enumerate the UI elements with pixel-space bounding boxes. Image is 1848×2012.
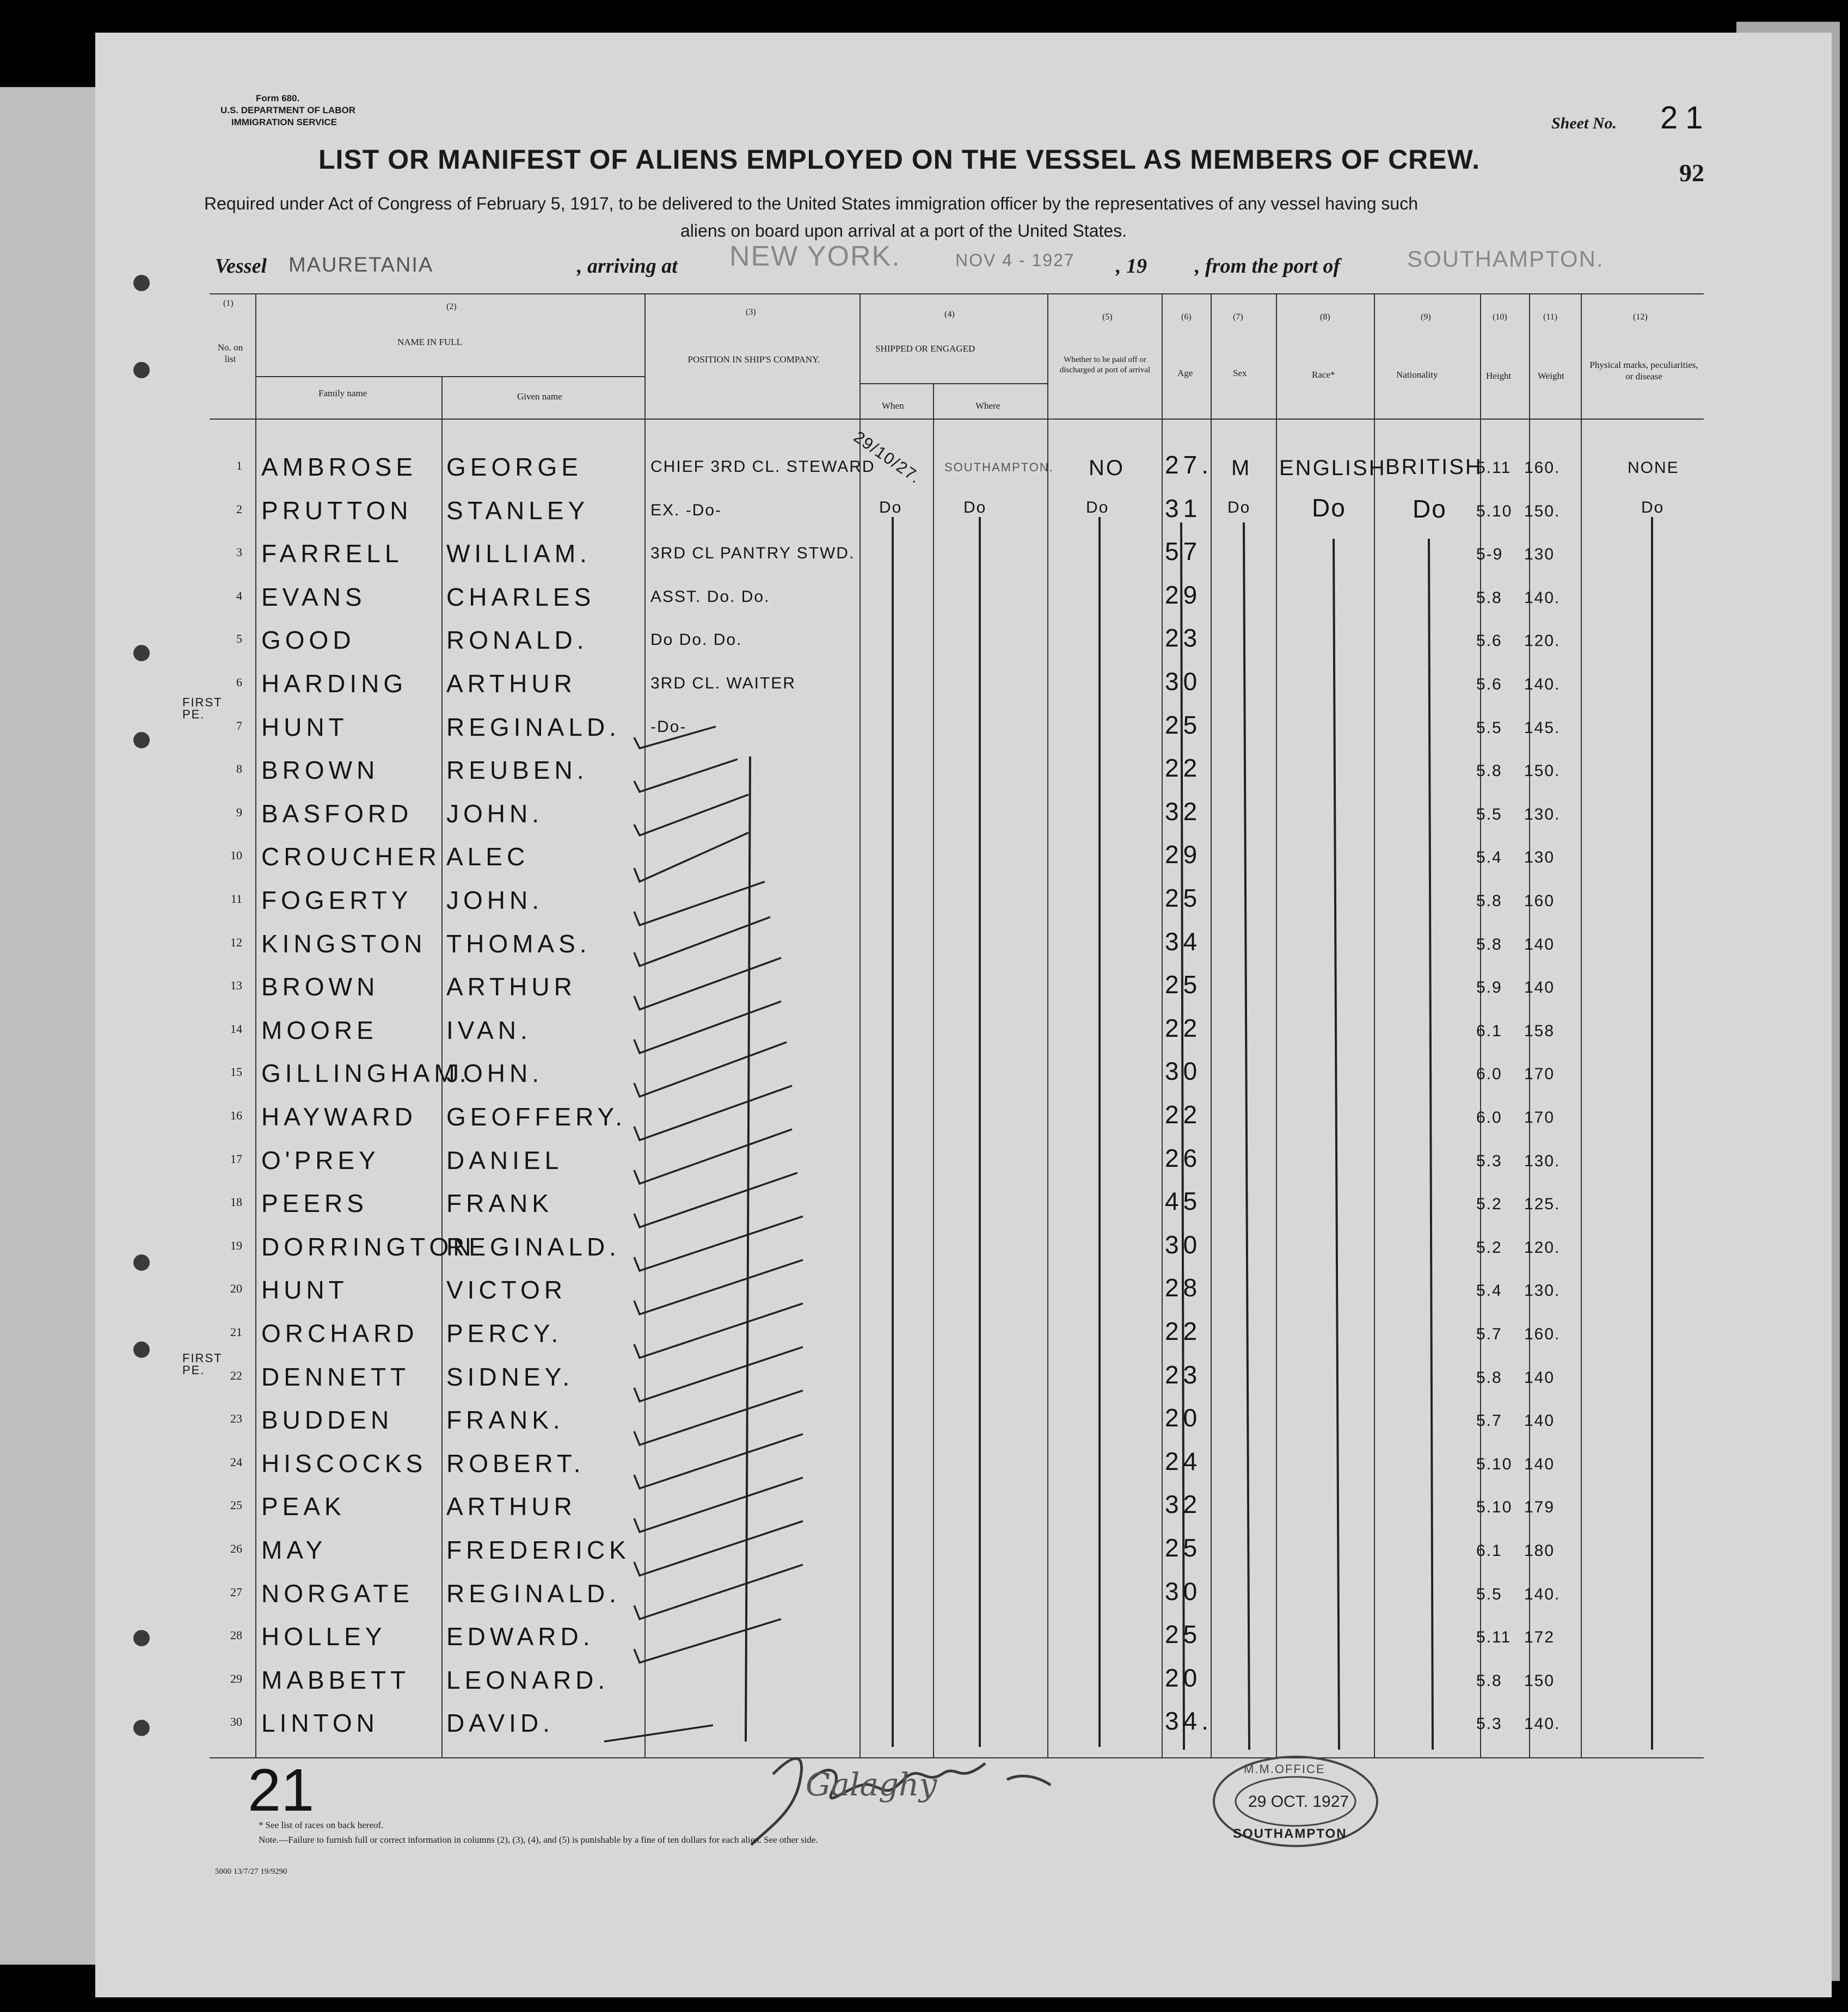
height: 6.1 xyxy=(1476,1022,1502,1040)
given-name: ARTHUR xyxy=(446,973,576,1001)
form-title: LIST OR MANIFEST OF ALIENS EMPLOYED ON THE VESSEL AS MEMBERS OF CREW. xyxy=(318,144,1480,175)
row-number: 7 xyxy=(236,718,242,733)
row-number: 26 xyxy=(230,1542,242,1555)
given-name: REUBEN. xyxy=(446,756,588,785)
year-label: , 19 xyxy=(1116,255,1147,278)
position: EX. -Do- xyxy=(650,501,722,519)
family-name: PRUTTON xyxy=(261,496,413,525)
weight: 140 xyxy=(1524,979,1555,997)
height: 6.0 xyxy=(1476,1065,1502,1084)
weight: 140. xyxy=(1524,1585,1561,1603)
stamp-date: 29 OCT. 1927 xyxy=(1248,1793,1349,1811)
weight: 140. xyxy=(1524,675,1561,693)
position: 3RD CL PANTRY STWD. xyxy=(650,544,855,563)
weight: 130 xyxy=(1524,848,1555,867)
age: 25 xyxy=(1165,710,1202,739)
row-number: 18 xyxy=(230,1195,242,1209)
age: 25 xyxy=(1165,1620,1202,1649)
height: 5.8 xyxy=(1476,762,1502,780)
given-name: RONALD. xyxy=(446,626,588,655)
page-number: 92 xyxy=(1679,159,1704,187)
given-name: JOHN. xyxy=(446,1059,543,1088)
position: 3RD CL. WAITER xyxy=(650,674,796,692)
family-name: NORGATE xyxy=(261,1579,414,1608)
row-number: 11 xyxy=(230,892,242,906)
header-race: Race* xyxy=(1312,370,1335,380)
row-number: 6 xyxy=(236,675,242,689)
department: U.S. DEPARTMENT OF LABOR xyxy=(220,105,356,115)
height: 5.3 xyxy=(1476,1715,1502,1733)
weight: 172 xyxy=(1524,1628,1555,1647)
given-name: GEOFFERY. xyxy=(446,1103,627,1131)
height: 5.6 xyxy=(1476,632,1502,650)
weight: 140 xyxy=(1524,1455,1555,1473)
row-number: 24 xyxy=(230,1455,242,1469)
weight: 158 xyxy=(1524,1022,1555,1040)
height: 5.8 xyxy=(1476,935,1502,953)
age: 22 xyxy=(1165,1100,1202,1129)
row-number: 27 xyxy=(230,1585,242,1599)
given-name: ALEC xyxy=(446,842,530,871)
given-name: THOMAS. xyxy=(446,929,591,958)
family-name: PEAK xyxy=(261,1492,346,1521)
family-name: HARDING xyxy=(261,669,408,698)
shipped-when: 29/10/27. xyxy=(850,428,925,488)
given-name: PERCY. xyxy=(446,1319,563,1348)
family-name: AMBROSE xyxy=(261,453,418,481)
given-name: SIDNEY. xyxy=(446,1362,574,1391)
age: 22 xyxy=(1165,754,1202,783)
family-name: BROWN xyxy=(261,973,379,1001)
family-name: PEERS xyxy=(261,1189,368,1218)
family-name: CROUCHER xyxy=(261,842,441,871)
height: 5.11 xyxy=(1476,459,1512,477)
position: -Do- xyxy=(650,717,687,736)
family-name: O'PREY xyxy=(261,1146,380,1174)
signature: Galaghy xyxy=(806,1766,937,1803)
header-paid-off: Whether to be paid off or discharged at port of arrival xyxy=(1059,355,1151,374)
row-number: 28 xyxy=(230,1628,242,1642)
height: 5.7 xyxy=(1476,1325,1502,1343)
col-num-11: (11) xyxy=(1543,312,1558,322)
weight: 125. xyxy=(1524,1195,1561,1214)
family-name: MABBETT xyxy=(261,1665,410,1694)
weight: 140. xyxy=(1524,1715,1561,1733)
header-where: Where xyxy=(975,401,1000,411)
stamp-bottom: SOUTHAMPTON xyxy=(1233,1826,1347,1841)
ditto-nationality: Do xyxy=(1413,495,1447,523)
vessel-name: MAURETANIA xyxy=(288,254,434,276)
height: 5.9 xyxy=(1476,979,1502,997)
weight: 120. xyxy=(1524,632,1561,650)
height: 5.8 xyxy=(1476,588,1502,607)
row-number: 19 xyxy=(230,1238,242,1252)
age: 25 xyxy=(1165,884,1202,912)
given-name: DANIEL xyxy=(446,1146,563,1174)
row-number: 20 xyxy=(230,1282,242,1296)
weight: 145. xyxy=(1524,718,1561,737)
height: 5.4 xyxy=(1476,848,1502,867)
arrival-port: NEW YORK. xyxy=(729,241,901,272)
arriving-label: , arriving at xyxy=(577,255,678,278)
family-name: BASFORD xyxy=(261,799,413,828)
paid-off-answer: NO xyxy=(1089,456,1125,480)
given-name: LEONARD. xyxy=(446,1665,610,1694)
given-name: JOHN. xyxy=(446,799,543,828)
family-name: ORCHARD xyxy=(261,1319,419,1348)
sheet-number: 21 xyxy=(1660,100,1711,136)
family-name: LINTON xyxy=(261,1709,379,1738)
header-height: Height xyxy=(1486,371,1512,381)
age: 34. xyxy=(1165,1707,1213,1736)
physical-answer: NONE xyxy=(1628,459,1679,477)
departure-port: SOUTHAMPTON. xyxy=(1407,246,1604,272)
age: 25 xyxy=(1165,970,1202,999)
position: CHIEF 3RD CL. STEWARD xyxy=(650,458,875,476)
family-name: MOORE xyxy=(261,1016,378,1044)
height: 5.10 xyxy=(1476,1455,1513,1473)
height: 5.10 xyxy=(1476,502,1513,520)
given-name: GEORGE xyxy=(446,453,582,481)
height: 5.5 xyxy=(1476,805,1502,823)
height: 5.4 xyxy=(1476,1282,1502,1300)
given-name: REGINALD. xyxy=(446,1579,621,1608)
race-answer: ENGLISH xyxy=(1279,456,1386,480)
given-name: FRANK. xyxy=(446,1406,564,1435)
header-when: When xyxy=(882,401,904,411)
weight: 150 xyxy=(1524,1671,1555,1690)
footnote-races: * See list of races on back hereof. xyxy=(259,1820,384,1830)
age: 30 xyxy=(1165,667,1202,696)
col-num-1: (1) xyxy=(223,299,234,308)
height: 5.2 xyxy=(1476,1195,1502,1214)
height: 5.8 xyxy=(1476,892,1502,910)
age: 25 xyxy=(1165,1534,1202,1562)
sex-answer: M xyxy=(1231,456,1251,480)
row-number: 14 xyxy=(230,1022,242,1036)
col-num-8: (8) xyxy=(1320,312,1330,322)
row-number: 8 xyxy=(236,762,242,776)
age: 26 xyxy=(1165,1143,1202,1172)
height: 5.2 xyxy=(1476,1238,1502,1257)
weight: 140 xyxy=(1524,1368,1555,1387)
row-number: 23 xyxy=(230,1412,242,1426)
age: 24 xyxy=(1165,1447,1202,1475)
weight: 130 xyxy=(1524,545,1555,564)
handwritten-total: 21 xyxy=(248,1757,315,1824)
given-name: FRANK xyxy=(446,1189,553,1218)
weight: 120. xyxy=(1524,1238,1561,1257)
vessel-label: Vessel xyxy=(215,255,267,278)
margin-note-first-pe-2: FIRST PE. xyxy=(182,1351,223,1377)
row-number: 4 xyxy=(236,588,242,602)
family-name: BUDDEN xyxy=(261,1406,394,1435)
weight: 180 xyxy=(1524,1542,1555,1560)
age: 30 xyxy=(1165,1577,1202,1605)
ditto-where: Do xyxy=(963,499,987,516)
age: 27. xyxy=(1165,451,1213,479)
weight: 160 xyxy=(1524,892,1555,910)
position: Do Do. Do. xyxy=(650,631,742,649)
header-shipped: SHIPPED OR ENGAGED xyxy=(875,343,975,354)
height: 5.8 xyxy=(1476,1671,1502,1690)
family-name: HUNT xyxy=(261,1276,348,1305)
weight: 130. xyxy=(1524,1152,1561,1170)
header-position: POSITION IN SHIP'S COMPANY. xyxy=(687,354,820,365)
family-name: DENNETT xyxy=(261,1362,410,1391)
weight: 160. xyxy=(1524,1325,1561,1343)
given-name: REGINALD. xyxy=(446,1232,621,1261)
given-name: ROBERT. xyxy=(446,1449,585,1478)
age: 20 xyxy=(1165,1663,1202,1692)
family-name: HOLLEY xyxy=(261,1622,386,1651)
given-name: FREDERICK xyxy=(446,1536,630,1564)
position: ASST. Do. Do. xyxy=(650,587,770,606)
from-port-label: , from the port of xyxy=(1195,255,1341,278)
height: 5.7 xyxy=(1476,1412,1502,1430)
age: 45 xyxy=(1165,1187,1202,1216)
weight: 140 xyxy=(1524,935,1555,953)
given-name: CHARLES xyxy=(446,582,595,611)
age: 32 xyxy=(1165,797,1202,826)
row-number: 3 xyxy=(236,545,242,559)
age: 20 xyxy=(1165,1404,1202,1432)
family-name: KINGSTON xyxy=(261,929,427,958)
col-num-9: (9) xyxy=(1421,312,1431,322)
header-family-name: Family name xyxy=(318,388,367,398)
ditto-sex: Do xyxy=(1227,499,1251,516)
height: 5.3 xyxy=(1476,1152,1502,1170)
age: 28 xyxy=(1165,1273,1202,1302)
given-name: ARTHUR xyxy=(446,669,576,698)
given-name: WILLIAM. xyxy=(446,539,591,568)
row-number: 25 xyxy=(230,1498,242,1512)
row-number: 13 xyxy=(230,979,242,993)
row-number: 17 xyxy=(230,1152,242,1166)
height: 6.1 xyxy=(1476,1542,1502,1560)
height: 5.11 xyxy=(1476,1628,1512,1647)
ditto-physical: Do xyxy=(1641,499,1665,516)
weight: 179 xyxy=(1524,1498,1555,1517)
margin-note-first-pe-1: FIRST PE. xyxy=(182,696,223,721)
row-number: 15 xyxy=(230,1065,242,1079)
height: 6.0 xyxy=(1476,1109,1502,1127)
given-name: VICTOR xyxy=(446,1276,567,1305)
given-name: DAVID. xyxy=(446,1709,554,1738)
arrival-date: NOV 4 - 1927 xyxy=(955,250,1075,270)
row-number: 21 xyxy=(230,1325,242,1339)
weight: 140. xyxy=(1524,588,1561,607)
age: 32 xyxy=(1165,1490,1202,1519)
weight: 130. xyxy=(1524,805,1561,823)
family-name: HISCOCKS xyxy=(261,1449,427,1478)
stamp-top: M.M.OFFICE xyxy=(1244,1762,1325,1776)
header-name-in-full: NAME IN FULL xyxy=(397,337,462,347)
row-number: 1 xyxy=(236,459,242,472)
weight: 140 xyxy=(1524,1412,1555,1430)
weight: 170 xyxy=(1524,1065,1555,1084)
family-name: HAYWARD xyxy=(261,1103,417,1131)
given-name: JOHN. xyxy=(446,886,543,914)
age: 34 xyxy=(1165,927,1202,956)
row-number: 16 xyxy=(230,1109,242,1122)
weight: 160. xyxy=(1524,459,1561,477)
family-name: GILLINGHAM. xyxy=(261,1059,471,1088)
sheet-label: Sheet No. xyxy=(1551,114,1617,132)
given-name: IVAN. xyxy=(446,1016,532,1044)
header-given-name: Given name xyxy=(517,391,562,402)
row-number: 2 xyxy=(236,502,242,516)
weight: 150. xyxy=(1524,762,1561,780)
header-age: Age xyxy=(1177,368,1193,378)
height: 5-9 xyxy=(1476,545,1503,564)
age: 22 xyxy=(1165,1013,1202,1042)
given-name: EDWARD. xyxy=(446,1622,594,1651)
age: 22 xyxy=(1165,1317,1202,1345)
ditto-when: Do xyxy=(879,499,902,516)
col-num-12: (12) xyxy=(1633,312,1648,322)
row-number: 22 xyxy=(230,1368,242,1382)
header-physical: Physical marks, peculiarities, or disease xyxy=(1589,360,1698,382)
age: 29 xyxy=(1165,580,1202,609)
family-name: MAY xyxy=(261,1536,327,1564)
age: 23 xyxy=(1165,1360,1202,1389)
col-num-4: (4) xyxy=(944,310,955,319)
given-name: REGINALD. xyxy=(446,712,621,741)
col-num-10: (10) xyxy=(1493,312,1507,322)
shipped-where: SOUTHAMPTON. xyxy=(944,460,1054,474)
subtitle-line-1: Required under Act of Congress of February 5, 1917, to be delivered to the United States immigration officer by the representatives of any vessel having such xyxy=(204,194,1418,213)
row-number: 5 xyxy=(236,632,242,646)
height: 5.5 xyxy=(1476,1585,1502,1603)
col-num-3: (3) xyxy=(746,307,756,317)
header-sex: Sex xyxy=(1233,368,1247,378)
family-name: FARRELL xyxy=(261,539,403,568)
subtitle-line-2: aliens on board upon arrival at a port of the United States. xyxy=(680,221,1127,241)
age: 31 xyxy=(1165,494,1202,522)
height: 5.5 xyxy=(1476,718,1502,737)
header-no-on-list: No. on list xyxy=(217,342,243,365)
height: 5.8 xyxy=(1476,1368,1502,1387)
form-number: Form 680. xyxy=(256,93,300,103)
age: 30 xyxy=(1165,1057,1202,1086)
col-num-2: (2) xyxy=(446,302,457,311)
family-name: BROWN xyxy=(261,756,379,785)
nationality-answer: BRITISH xyxy=(1385,455,1483,479)
weight: 150. xyxy=(1524,502,1561,520)
age: 23 xyxy=(1165,624,1202,653)
footnote-penalty: Note.—Failure to furnish full or correct information in columns (2), (3), (4), and (5) is punishable by a fine of ten dollars for each alien. See other side. xyxy=(259,1835,818,1845)
age: 57 xyxy=(1165,537,1202,566)
header-weight: Weight xyxy=(1538,371,1564,381)
row-number: 29 xyxy=(230,1671,242,1685)
ditto-paid: Do xyxy=(1086,499,1109,516)
col-num-7: (7) xyxy=(1233,312,1243,322)
ditto-race: Do xyxy=(1312,494,1346,522)
age: 30 xyxy=(1165,1230,1202,1259)
col-num-5: (5) xyxy=(1102,312,1113,322)
age: 29 xyxy=(1165,840,1202,869)
row-number: 9 xyxy=(236,805,242,819)
family-name: DORRINGTON xyxy=(261,1232,476,1261)
height: 5.10 xyxy=(1476,1498,1513,1517)
given-name: STANLEY xyxy=(446,496,590,525)
row-number: 12 xyxy=(230,935,242,949)
print-code: 5000 13/7/27 19/9290 xyxy=(215,1867,287,1876)
service: IMMIGRATION SERVICE xyxy=(231,117,337,127)
family-name: HUNT xyxy=(261,712,348,741)
family-name: GOOD xyxy=(261,626,355,655)
col-num-6: (6) xyxy=(1181,312,1192,322)
height: 5.6 xyxy=(1476,675,1502,693)
given-name: ARTHUR xyxy=(446,1492,576,1521)
weight: 130. xyxy=(1524,1282,1561,1300)
header-nationality: Nationality xyxy=(1396,370,1438,380)
family-name: EVANS xyxy=(261,582,366,611)
family-name: FOGERTY xyxy=(261,886,413,914)
row-number: 10 xyxy=(230,848,242,863)
weight: 170 xyxy=(1524,1109,1555,1127)
row-number: 30 xyxy=(230,1715,242,1729)
